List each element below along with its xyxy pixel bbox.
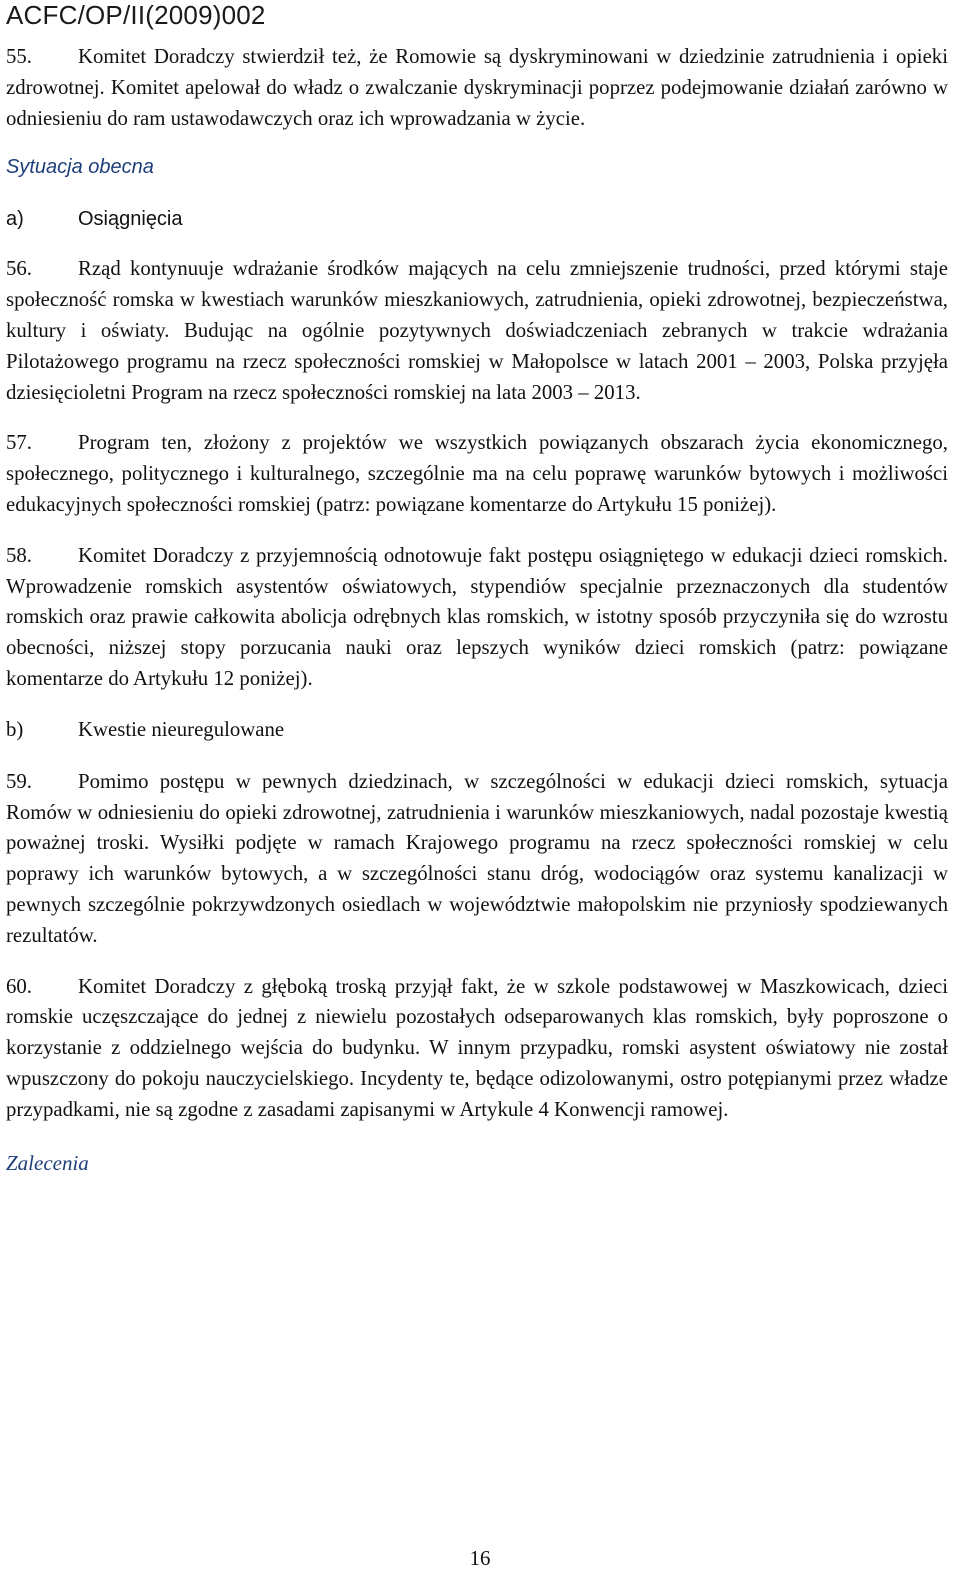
paragraph-57 <box>6 428 948 520</box>
section-heading-current-situation: Sytuacja obecna <box>6 156 154 179</box>
subheading-unresolved-issues <box>6 715 948 745</box>
page-number: 16 <box>469 1547 491 1570</box>
subheading-label: Osiągnięcia <box>78 208 183 231</box>
paragraph-number: 55. <box>6 45 32 68</box>
paragraph-number: 60. <box>6 974 32 998</box>
paragraph-text: Komitet Doradczy stwierdził też, że Romowie są dyskryminowani w dziedzinie zatrudnienia i opieki zdrowotnej. Komitet apelował do władz o zwalczanie dyskryminacji poprzez podejmowanie działań zarówno w odniesieniu do ram ustawodawczych oraz ich wprowadzania w życie. <box>6 45 948 130</box>
document-body <box>6 42 948 1200</box>
paragraph-number: 59. <box>6 769 32 793</box>
paragraph-56 <box>6 254 948 408</box>
paragraph-60 <box>6 972 948 1126</box>
subheading-label: Kwestie nieuregulowane <box>78 717 285 741</box>
paragraph-59 <box>6 767 948 952</box>
paragraph-58 <box>6 541 948 695</box>
paragraph-number: 56. <box>6 257 32 281</box>
section-heading-recommendations: Zalecenia <box>6 1150 89 1175</box>
paragraph-number: 58. <box>6 543 32 567</box>
paragraph-55 <box>6 42 948 134</box>
paragraph-number: 57. <box>6 431 32 455</box>
subheading-achievements <box>6 204 948 234</box>
paragraph-text: Komitet Doradczy z głęboką troską przyjął fakt, że w szkole podstawowej w Maszkowicach, dzieci romskie uczęszczające do jednej z niewielu pozostałych odseparowanych klas romskich, były poproszone o korzystanie z oddzielnego wejścia do budynku. W innym przypadku, romski asystent oświatowy nie został wpuszczony do pokoju nauczycielskiego. Incydenty te, będące odizolowanymi, ostro potępianymi przez władze przypadkami, nie są zgodne z zasadami zapisanymi w Artykule 4 Konwencji ramowej. <box>6 974 948 1121</box>
paragraph-text: Komitet Doradczy z przyjemnością odnotowuje fakt postępu osiągniętego w edukacji dzieci romskich. Wprowadzenie romskich asystentów oświatowych, stypendiów specjalnie przeznaczonych dla studentów romskich oraz prawie całkowita abolicja odrębnych klas romskich, w istotny sposób przyczyniła się do wzrostu obecności, niższej stopy porzucania nauki oraz lepszych wyników dzieci romskich (patrz: powiązane komentarze do Artykułu 12 poniżej). <box>6 543 948 690</box>
paragraph-text: Pomimo postępu w pewnych dziedzinach, w szczególności w edukacji dzieci romskich, sytuacja Romów w odniesieniu do opieki zdrowotnej, zatrudnienia i warunków mieszkaniowych, nadal pozostaje kwestią poważnej troski. Wysiłki podjęte w ramach Krajowego programu na rzecz społeczności romskiej w celu poprawy ich warunków bytowych, a w szczególności stanu dróg, wodociągów oraz systemu kanalizacji w pewnych szczególnie pokrzywdzonych osiedlach w województwie małopolskim nie przyniosły spodziewanych rezultatów. <box>6 769 948 947</box>
subheading-letter: b) <box>6 717 24 741</box>
document-id-header: ACFC/OP/II(2009)002 <box>6 0 266 30</box>
paragraph-text: Rząd kontynuuje wdrażanie środków mających na celu zmniejszenie trudności, przed którymi staje społeczność romska w kwestiach warunków mieszkaniowych, zatrudnienia, opieki zdrowotnej, bezpieczeństwa, kultury i oświaty. Budując na ogólnie pozytywnych doświadczeniach zebranych w trakcie wdrażania Pilotażowego programu na rzecz społeczności romskiej w Małopolsce w latach 2001 – 2003, Polska przyjęła dziesięcioletni Program na rzecz społeczności romskiej na lata 2003 – 2013. <box>6 257 948 404</box>
subheading-letter: a) <box>6 208 24 231</box>
paragraph-text: Program ten, złożony z projektów we wszystkich powiązanych obszarach życia ekonomicznego, społecznego, politycznego i kulturalnego, szczególnie ma na celu poprawę warunków bytowych i możliwości edukacyjnych społeczności romskiej (patrz: powiązane komentarze do Artykułu 15 poniżej). <box>6 431 948 516</box>
